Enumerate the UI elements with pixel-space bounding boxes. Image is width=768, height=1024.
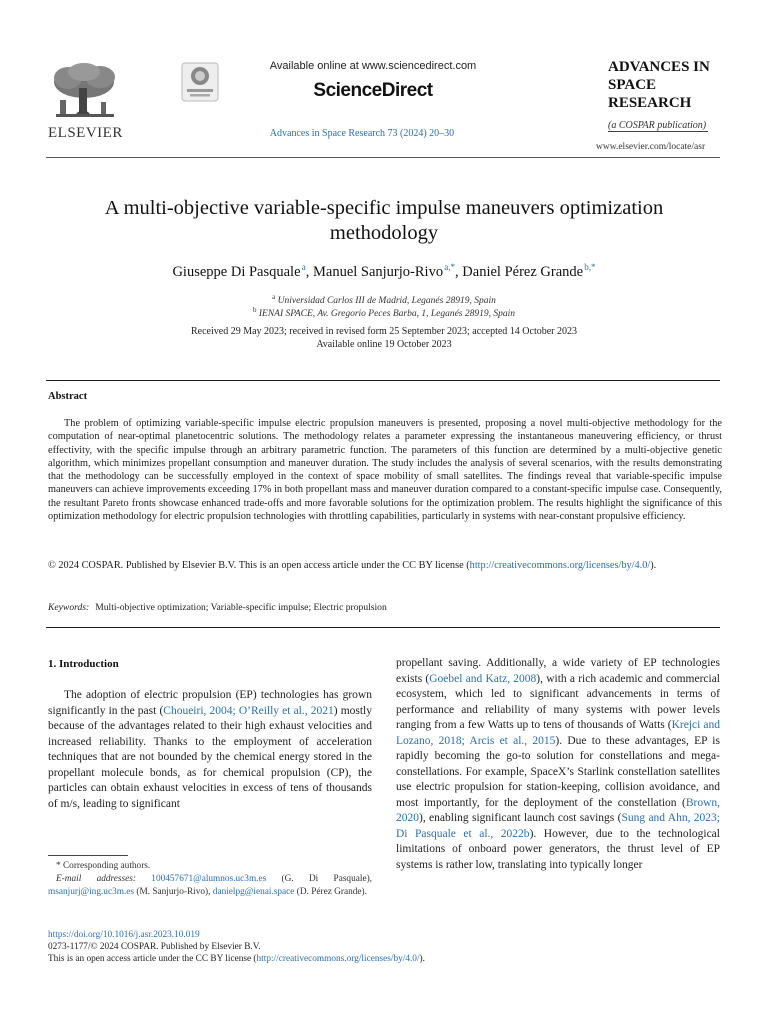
check-updates-icon [181,62,219,102]
body-column-left [48,688,372,812]
check-for-updates-button[interactable] [181,62,219,102]
copyright-tail: ). [650,560,657,571]
open-access-text: This is an open access article under the CC BY license ( [48,954,257,964]
journal-url[interactable]: www.elsevier.com/locate/asr [596,142,706,152]
author-affiliation-mark[interactable]: a,* [444,262,456,272]
author-list: Giuseppe Di Pasquale $^a$, Manuel Sanjurjo-Rivo $^{a,*}$, Daniel Pérez Grande $^{b,*}$ [172,262,596,280]
body-text: ). Due to these advantages, EP is rapidly becoming the go-to solution for constellations and mega-constellations. For example, SpaceX’s Starlink constellation satellites use electric propulsion for station-keeping, collision avoidance, and most importantly, for the deployment of the constellation ( [396,734,720,809]
affiliation-mark: a [272,293,276,301]
abstract-bottom-rule [46,627,720,628]
affiliation-b [60,306,708,319]
body-text: The adoption of electric propulsion (EP) technologies has grown significantly in the past ( [48,689,372,717]
body-text: ), with a rich academic and commercial ecosystem, which led to significant advancements in terms of performance and reliability of many systems with power levels ranging from a few Watts up to tens of thousands of Watts ( [396,672,720,731]
email-link[interactable]: 100457671@alumnos.uc3m.es [151,874,267,884]
open-access-license-link[interactable]: http://creativecommons.org/licenses/by/4.0/ [256,954,420,964]
citation-link[interactable]: Choueiri, 2004; O’Reilly et al., 2021 [163,704,334,717]
open-access-note [48,954,425,964]
affiliation-mark: b [253,306,257,314]
footnote-rule [48,855,128,856]
email-owner: (M. Sanjurjo-Rivo), [134,887,213,897]
keywords-line [48,602,387,613]
journal-title-line1: ADVANCES IN [608,59,710,75]
paper-title: A multi-objective variable-specific impulse maneuvers optimization methodology [104,197,664,244]
keywords-list: Multi-objective optimization; Variable-specific impulse; Electric propulsion [95,602,387,613]
email-link[interactable]: danielpg@ienai.space [212,887,295,897]
email-addresses-note [48,873,372,899]
issn-copyright: 0273-1177/© 2024 COSPAR. Published by Elsevier B.V. [48,942,261,952]
email-owner: (G. Di Pasquale), [266,874,372,884]
journal-title-line2: SPACE [608,77,657,93]
abstract-top-rule [46,380,720,381]
license-link[interactable]: http://creativecommons.org/licenses/by/4.0/ [469,560,651,571]
author-name[interactable]: Manuel Sanjurjo-Rivo [312,263,444,280]
corresponding-authors-note: * Corresponding authors. [56,861,151,871]
journal-title [608,58,733,112]
author-name[interactable]: Daniel Pérez Grande [462,263,584,280]
affiliation-text: Universidad Carlos III de Madrid, Leganés 28919, Spain [277,296,496,307]
copyright-text: © 2024 COSPAR. Published by Elsevier B.V. This is an open access article under the CC BY license ( [48,560,470,571]
abstract-copyright [48,560,722,571]
affiliation-a [60,293,708,306]
body-text: ), enabling significant launch cost savings ( [419,812,622,824]
section-heading-introduction: 1. Introduction [48,658,119,670]
body-text: propellant saving. Additionally, a wide variety of EP technologies exists ( [396,657,720,685]
body-text: ) mostly because of the advantages related to their high exhaust velocities and increased reliability. Thanks to the employment of acceleration techniques that are not bounded by the chemical energy stored in the propellant molecule bonds, as for chemical propulsion (CP), the particles can obtain exhaust velocities in excess of tens of thousands of m/s, leading to significant [48,704,372,810]
body-column-right [396,656,720,873]
elsevier-tree-logo [46,62,122,122]
citation-link[interactable]: Sung and Ahn, 2023; Di Pasquale et al., 2022b [396,812,720,840]
body-text: ). However, due to the technological limitations of onboard power generators, the thrust level of EP systems is rather low, translating into typically longer [396,827,720,871]
email-label: E-mail addresses: [56,874,137,884]
abstract-heading: Abstract [48,391,88,402]
author-affiliation-mark[interactable]: a [301,262,306,272]
email-link[interactable]: msanjurj@ing.uc3m.es [48,887,135,897]
citation-link[interactable]: Goebel and Katz, 2008 [429,672,537,685]
citation-link[interactable]: Krejci and Lozano, 2018; Arcis et al., 2015 [396,719,720,747]
abstract-text: The problem of optimizing variable-specific impulse electric propulsion maneuvers is presented, proposing a novel multi-objective methodology for the computation of near-optimal planetocentric solutions. The methodology relates a parameter expressing the instantaneous maneuvering efficiency, or thrust effectivity, with the specific impulse through an arbitrary parametric function. The parameters of this function are determined by a multi-objective genetic algorithm, which minimizes propellant consumption and maneuver duration. The study includes the analysis of several scenarios, with the results demonstrating that the methodology can be successfully employed in the context of space mobility of small satellites. The findings reveal that variable-specific impulse maneuvers can achieve improvements exceeding 17% in both propellant mass and maneuver duration compared to a constant-specific impulse case. Consequently, the resultant Pareto fronts showcase enhanced trade-offs and more favorable solutions for the optimization problem. The results highlight the significance of this optimization methodology for electric propulsion technologies with throttling capabilities, particularly in systems with near-constant propulsive efficiency. [48,418,722,523]
keywords-label: Keywords: [48,602,90,613]
publisher-name: ELSEVIER [48,125,123,141]
journal-title-line3: RESEARCH [608,95,692,111]
affiliation-text: IENAI SPACE, Av. Gregorio Peces Barba, 1, Leganés 28919, Spain [258,309,515,320]
citation-link[interactable]: Brown, 2020 [396,796,720,824]
author-affiliation-mark[interactable]: b,* [584,262,596,272]
author-name[interactable]: Giuseppe Di Pasquale [172,263,301,280]
open-access-tail: ). [419,954,425,964]
available-online-date: Available online 19 October 2023 [316,339,452,350]
journal-subtitle: (a COSPAR publication) [608,120,707,131]
email-owner: (D. Pérez Grande). [294,887,367,897]
sciencedirect-brand[interactable]: ScienceDirect [313,80,433,101]
journal-reference-link[interactable]: Advances in Space Research 73 (2024) 20–30 [269,128,455,139]
doi-link[interactable]: https://doi.org/10.1016/j.asr.2023.10.019 [48,930,200,940]
available-online-note: Available online at www.sciencedirect.com [269,60,477,72]
article-history-dates: Received 29 May 2023; received in revised form 25 September 2023; accepted 14 October 2023 [191,326,577,337]
header-divider [46,157,720,158]
